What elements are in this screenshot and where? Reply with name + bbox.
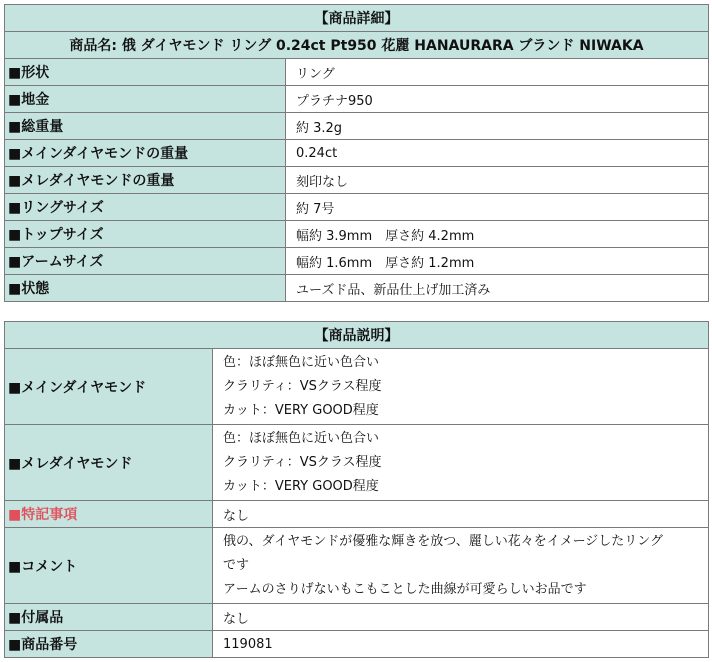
comment-line-1: 俄の、ダイヤモンドが優雅な輝きを放つ、麗しい花々をイメージしたリング	[223, 533, 664, 549]
table-row	[5, 86, 709, 113]
accessories-label: ■付属品	[5, 604, 213, 631]
shape-value: リング	[286, 59, 709, 86]
item-number-label: ■商品番号	[5, 631, 213, 658]
main-diamond-label: ■メインダイヤモンド	[5, 349, 213, 425]
main-diamond-clarity: クラリティ：VSクラス程度	[223, 378, 382, 394]
top-size-label: ■トップサイズ	[5, 221, 286, 248]
item-number-value: 119081	[213, 631, 709, 658]
condition-label: ■状態	[5, 275, 286, 302]
table-row	[5, 425, 709, 501]
melee-diamond-clarity: クラリティ：VSクラス程度	[223, 454, 382, 470]
table-row	[5, 248, 709, 275]
table-row	[5, 631, 709, 658]
table-row	[5, 59, 709, 86]
melee-diamond-spec	[213, 425, 709, 501]
description-header: 【商品説明】	[5, 322, 709, 349]
melee-diamond-color: 色：ほぼ無色に近い色合い	[223, 430, 380, 446]
melee-diamond-weight-label: ■メレダイヤモンドの重量	[5, 167, 286, 194]
table-row	[5, 349, 709, 425]
accessories-value: なし	[213, 604, 709, 631]
table-row	[5, 221, 709, 248]
arm-size-value: 幅約 1.6mm 厚さ約 1.2mm	[286, 248, 709, 275]
product-description-table	[4, 321, 709, 658]
top-size-value: 幅約 3.9mm 厚さ約 4.2mm	[286, 221, 709, 248]
product-details-table	[4, 4, 709, 302]
special-notes-value: なし	[213, 501, 709, 528]
details-header: 【商品詳細】	[5, 5, 709, 32]
main-diamond-spec	[213, 349, 709, 425]
melee-diamond-cut: カット：VERY GOOD程度	[223, 478, 379, 494]
product-title: 商品名: 俄 ダイヤモンド リング 0.24ct Pt950 花麗 HANAURARA ブランド NIWAKA	[5, 32, 709, 59]
total-weight-value: 約 3.2g	[286, 113, 709, 140]
table-row	[5, 167, 709, 194]
shape-label: ■形状	[5, 59, 286, 86]
condition-value: ユーズド品、新品仕上げ加工済み	[286, 275, 709, 302]
main-diamond-color: 色：ほぼ無色に近い色合い	[223, 354, 380, 370]
comment-line-3: アームのさりげないもこもことした曲線が可愛らしいお品です	[223, 581, 587, 597]
ring-size-value: 約 7号	[286, 194, 709, 221]
table-row	[5, 528, 709, 604]
main-diamond-weight-label: ■メインダイヤモンドの重量	[5, 140, 286, 167]
table-row	[5, 113, 709, 140]
table-row	[5, 140, 709, 167]
melee-diamond-label: ■メレダイヤモンド	[5, 425, 213, 501]
ring-size-label: ■リングサイズ	[5, 194, 286, 221]
comment-text	[213, 528, 709, 604]
metal-label: ■地金	[5, 86, 286, 113]
melee-diamond-weight-value: 刻印なし	[286, 167, 709, 194]
table-row	[5, 194, 709, 221]
table-row	[5, 275, 709, 302]
metal-value: プラチナ950	[286, 86, 709, 113]
arm-size-label: ■アームサイズ	[5, 248, 286, 275]
comment-label: ■コメント	[5, 528, 213, 604]
table-row	[5, 604, 709, 631]
total-weight-label: ■総重量	[5, 113, 286, 140]
main-diamond-cut: カット：VERY GOOD程度	[223, 402, 379, 418]
comment-line-2: です	[223, 557, 250, 573]
table-row	[5, 501, 709, 528]
special-notes-label: ■特記事項	[5, 501, 213, 528]
main-diamond-weight-value: 0.24ct	[286, 140, 709, 167]
